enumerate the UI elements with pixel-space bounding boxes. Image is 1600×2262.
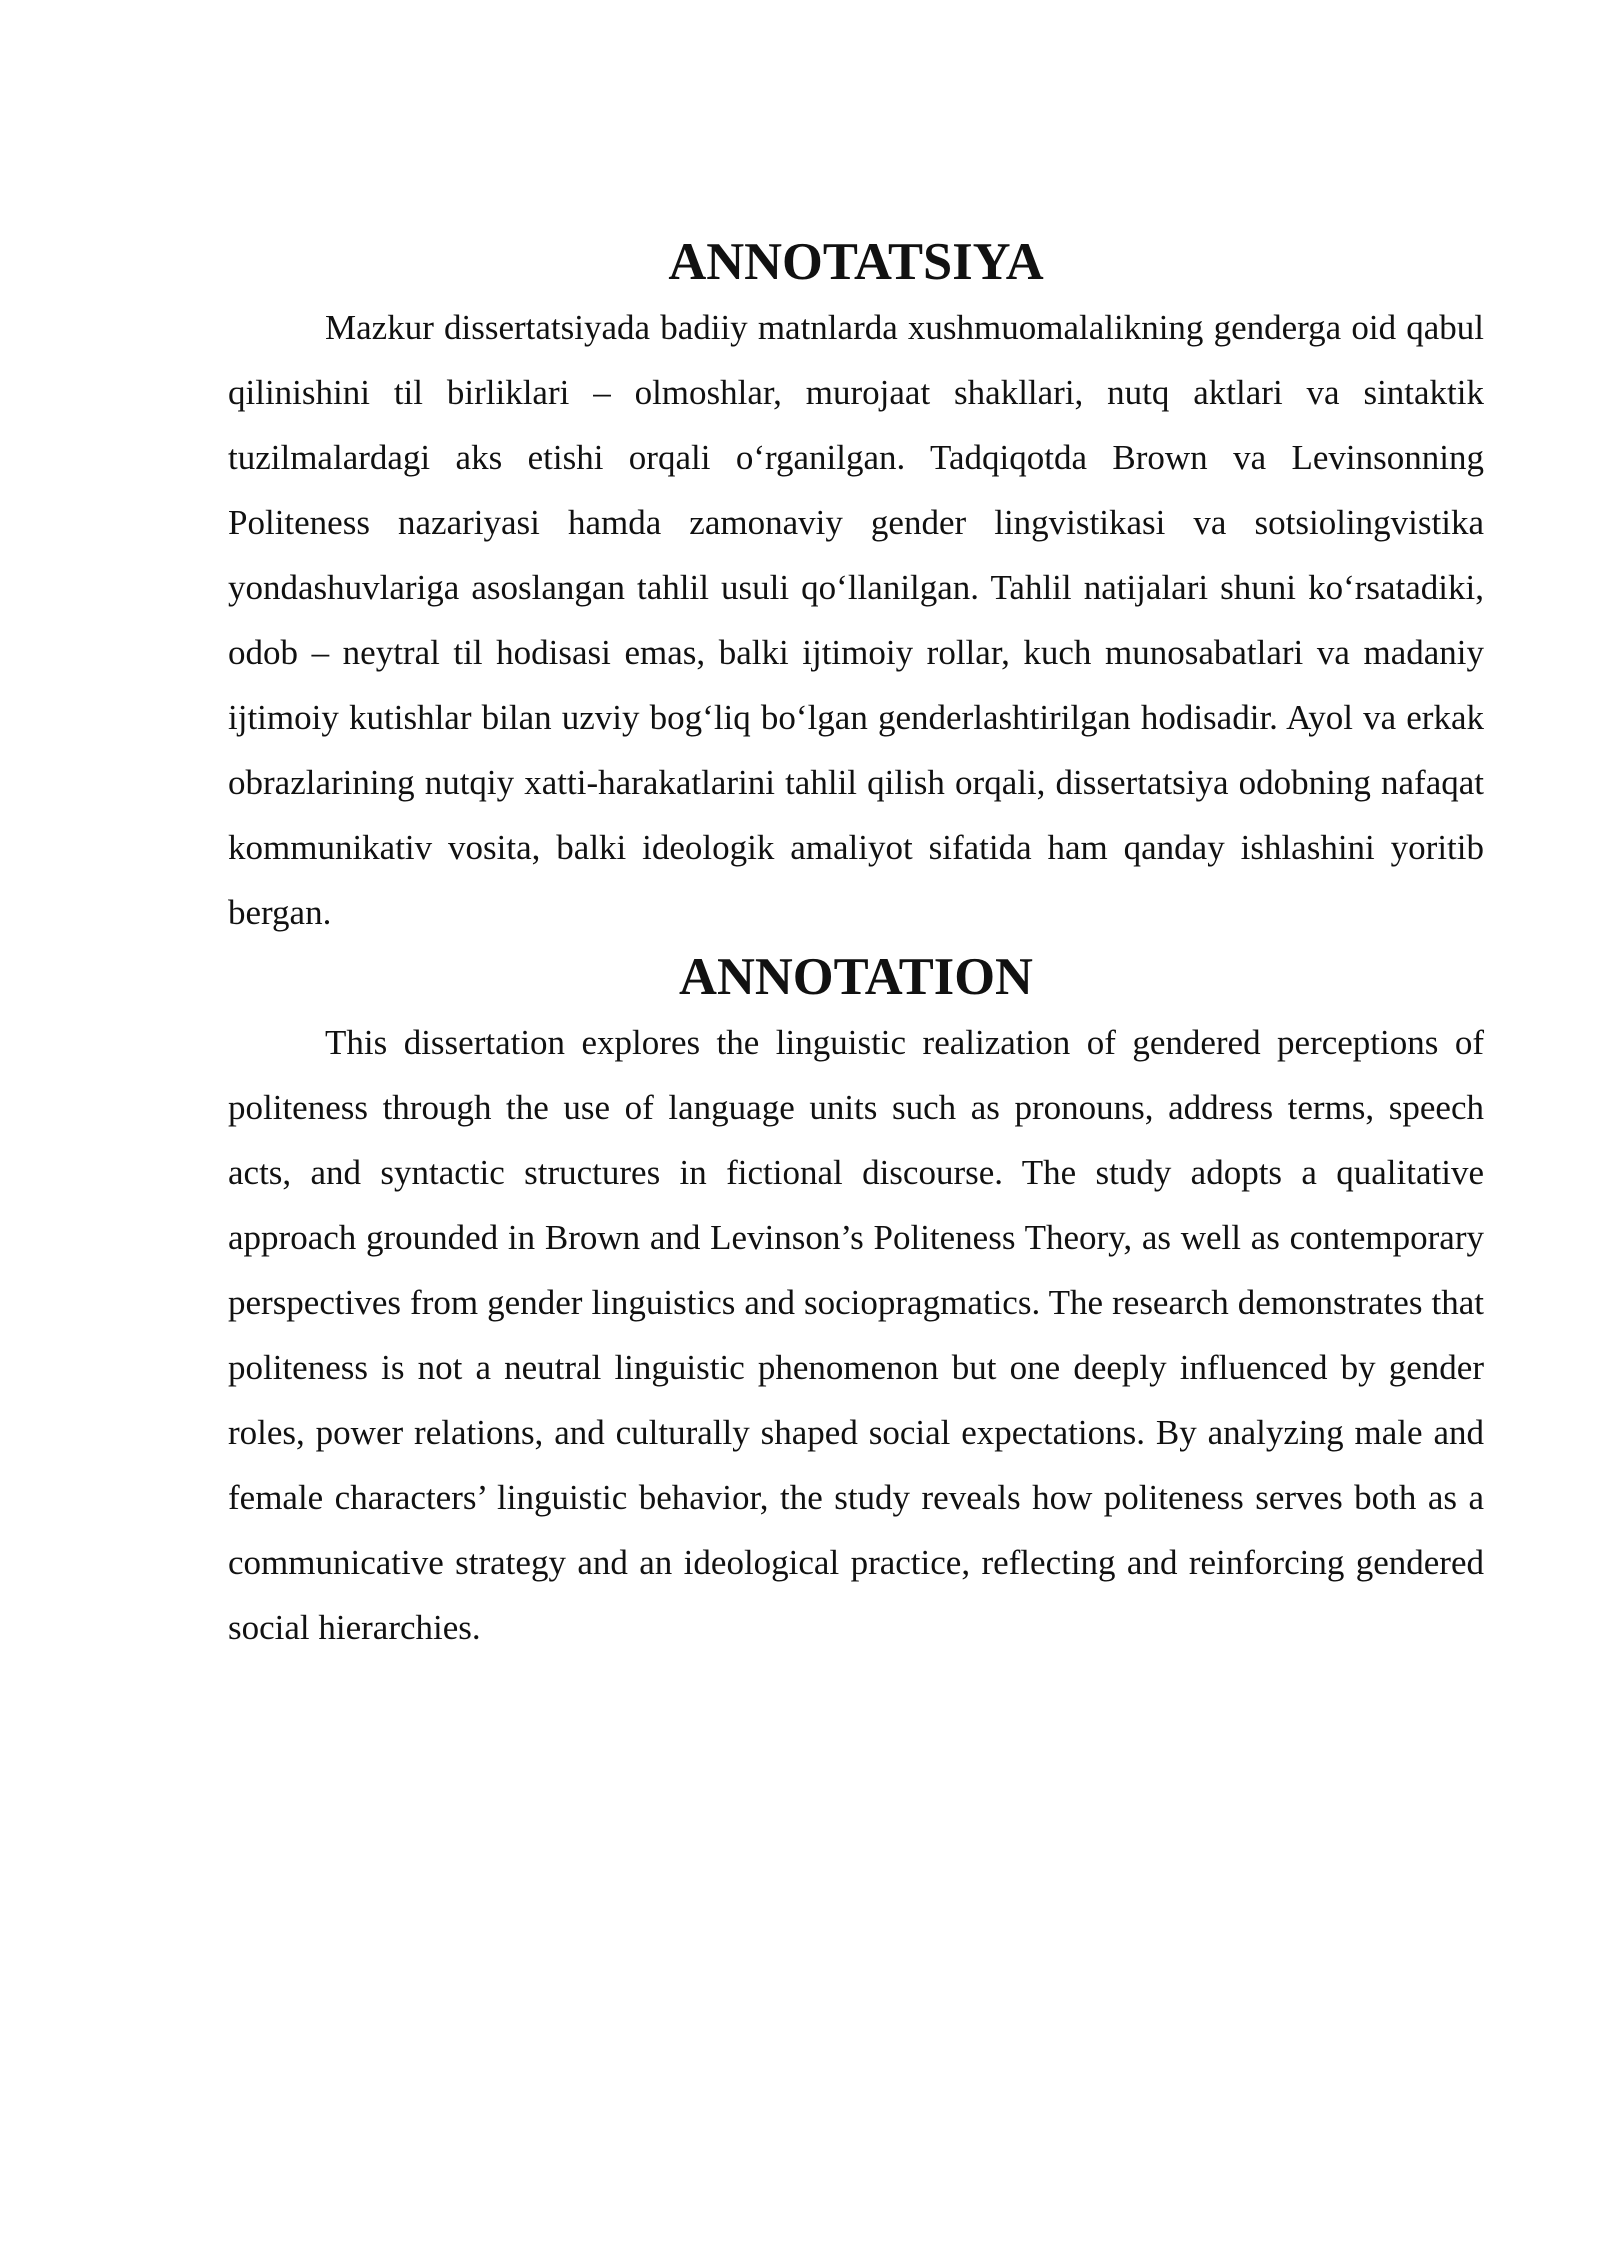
page-content: [228, 230, 1484, 1660]
uz-annotation-paragraph: Mazkur dissertatsiyada badiiy matnlarda xushmuomalalikning genderga oid qabul qilinishini til birliklari – olmoshlar, murojaat shakllari, nutq aktlari va sintaktik tuzilmalardagi aks etishi orqali o‘rganilgan. Tadqiqotda Brown va Levinsonning Politeness nazariyasi hamda zamonaviy gender lingvistikasi va sotsiolingvistika yondashuvlariga asoslangan tahlil usuli qo‘llanilgan. Tahlil natijalari shuni ko‘rsatadiki, odob – neytral til hodisasi emas, balki ijtimoiy rollar, kuch munosabatlari va madaniy ijtimoiy kutishlar bilan uzviy bog‘liq bo‘lgan genderlashtirilgan hodisadir. Ayol va erkak obrazlarining nutqiy xatti-harakatlarini tahlil qilish orqali, dissertatsiya odobning nafaqat kommunikativ vosita, balki ideologik amaliyot sifatida ham qanday ishlashini yoritib bergan.: [228, 308, 1484, 932]
en-annotation-paragraph: This dissertation explores the linguistic realization of gendered perceptions of politeness through the use of language units such as pronouns, address terms, speech acts, and syntactic structures in fictional discourse. The study adopts a qualitative approach grounded in Brown and Levinson’s Politeness Theory, as well as contemporary perspectives from gender linguistics and sociopragmatics. The research demonstrates that politeness is not a neutral linguistic phenomenon but one deeply influenced by gender roles, power relations, and culturally shaped social expectations. By analyzing male and female characters’ linguistic behavior, the study reveals how politeness serves both as a communicative strategy and an ideological practice, reflecting and reinforcing gendered social hierarchies.: [228, 1023, 1484, 1647]
en-annotation-heading: ANNOTATION: [679, 948, 1033, 1006]
uz-annotation-heading: ANNOTATSIYA: [668, 233, 1044, 291]
